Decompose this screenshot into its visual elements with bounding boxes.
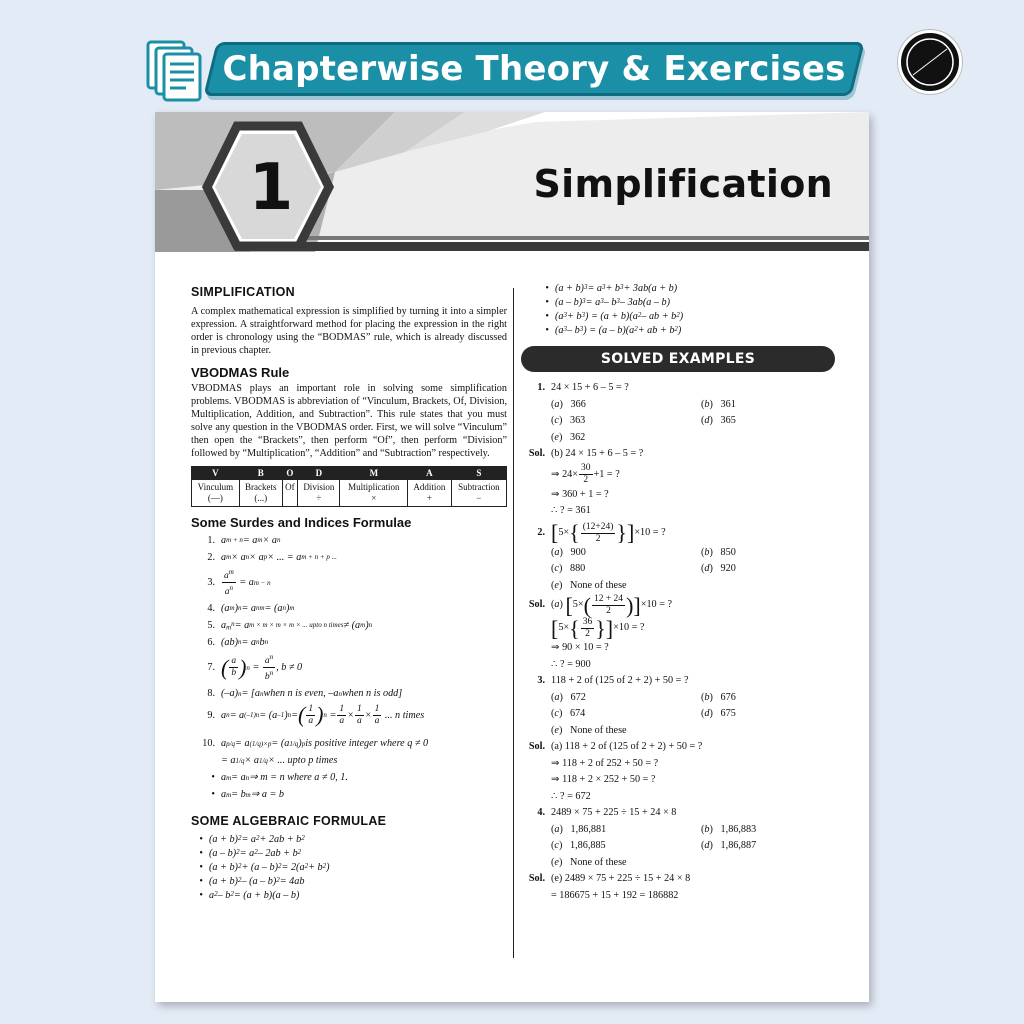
right-column bbox=[521, 280, 837, 904]
table-header: S bbox=[451, 467, 506, 480]
algebraic-heading: SOME ALGEBRAIC FORMULAE bbox=[191, 813, 387, 828]
formula-item: • a 2 – b 2 = (a + b)(a – b) bbox=[199, 889, 300, 901]
banner-title: Chapterwise Theory & Exercises bbox=[222, 49, 846, 89]
column-divider bbox=[513, 288, 514, 958]
table-header: V bbox=[192, 467, 240, 480]
book-page bbox=[155, 112, 869, 1002]
formula-item: 1. a m + n = a m × a n bbox=[207, 534, 281, 546]
section-heading-simplification: SIMPLIFICATION bbox=[191, 285, 295, 299]
formula-item: 3. $\frac{a^m}{a^n}$ = a m − n bbox=[207, 568, 271, 598]
table-cell: Brackets (...) bbox=[239, 480, 282, 507]
formula-item: • (a + b) 3 = a 3 + b 3 + 3ab(a + b) bbox=[545, 283, 678, 294]
table-header: M bbox=[340, 467, 408, 480]
chapter-title: Simplification bbox=[533, 162, 833, 206]
table-cell: Division ÷ bbox=[298, 480, 340, 507]
document-icon bbox=[146, 40, 206, 102]
indices-formula-list bbox=[191, 533, 507, 802]
formula-item: 7. ( $\frac{a}{b}$ ) n = $\frac{a^n}{b^n}$ , b ≠ 0 bbox=[207, 653, 303, 683]
table-cell: Addition + bbox=[408, 480, 452, 507]
question-4: 4. 2489 × 75 + 225 ÷ 15 + 24 × 8 (a) 1,86,881 (b) 1,86,883 (c) 1,86,885 (d) 1,86,887 (e) None of these Sol. (e) 2489 × 75 + 225 ÷ 15 + 24 × 8 = 186675 + 15 + 192 = 186882 bbox=[528, 807, 757, 901]
vbodmas-paragraph: VBODMAS plays an important role in solving some simplification problems. VBODMAS is abbreviation of “Vinculum, Brackets, Of, Division, Multiplication, Addition, and Subtraction”. This rule states that you must solve any question in the VBODMAS order. First, we will solve “Vinculum” then open the “Brackets”, then perform “Of”, then perform “Division” followed by “Multiplication”, “Addition” and “Subtraction” respectively. bbox=[191, 383, 507, 459]
vbodmas-heading: VBODMAS Rule bbox=[191, 365, 290, 380]
formula-item: 2. a m × a n × a p × ... = a m + n + p ... bbox=[207, 551, 337, 563]
formula-item: • (a 3 + b 3 ) = (a + b)(a 2 – ab + b 2 ) bbox=[545, 311, 684, 322]
table-cell: Subtraction − bbox=[451, 480, 506, 507]
question-3: 3. 118 + 2 of (125 of 2 + 2) + 50 = ? (a) 672 (b) 676 (c) 674 (d) 675 (e) None of these Sol. (a) 118 + 2 of (125 of 2 + 2) + 50 = ? ⇒ 118 + 2 of 252 + 50 = ? ⇒ 118 + 2 × 252 + 50 = ? ∴ ? = 672 bbox=[528, 675, 736, 802]
table-header: D bbox=[298, 467, 340, 480]
cube-formula-list bbox=[521, 283, 837, 336]
formula-item: • a m = b m ⇒ a = b bbox=[211, 789, 284, 801]
table-header: O bbox=[282, 467, 298, 480]
table-cell: Vinculum (—) bbox=[192, 480, 240, 507]
formula-item: 8. (–a) n = [a n when n is even, –a n when n is odd] bbox=[207, 688, 403, 700]
formula-item: • (a + b) 2 = a 2 + 2ab + b 2 bbox=[199, 833, 305, 845]
simplification-paragraph: A complex mathematical expression is simplified by turning it into a simpler expression. A straightforward method for placing the expression in the right order is chronology using the “BODMAS” rule, which is already discussed in previous chapter. bbox=[191, 306, 507, 356]
formula-item: = a 1/q × a 1/q × ... upto p times bbox=[221, 755, 338, 767]
formula-item: • (a – b) 3 = a 3 – b 3 – 3ab(a – b) bbox=[545, 297, 671, 308]
question-2: 2. [ 5× { $\frac{(12+24)}{2}$ } ] ×10 = ? (a) 900 (b) 850 (c) 880 (d) 920 (e) None of these Sol. ( a ) [ 5× ( $\frac{12 + 24}{2}$ ) ] ×10 = ? [ 5× { $\frac{36}{2}$ } ] ×10 = ? ⇒ 90 × 10 = ? ∴ ? = 900 bbox=[528, 520, 736, 670]
formula-item: • (a + b) 2 – (a – b) 2 = 4ab bbox=[199, 875, 305, 887]
question-1: 1. 24 × 15 + 6 – 5 = ? (a) 366 (b) 361 (c) 363 (d) 365 (e) 362 Sol. (b) 24 × 15 + 6 – 5 = ? ⇒ 24× $\frac{30}{2}$ +1 = ? ⇒ 360 + 1 = ? ∴ ? = 361 bbox=[528, 382, 736, 516]
formula-item: • (a + b) 2 + (a – b) 2 = 2(a 2 + b 2 ) bbox=[199, 861, 330, 873]
pw-logo bbox=[898, 30, 962, 94]
formula-item: 5. a $m^n$ = a m × m × m × m × ... upto n times ≠ (a m ) n bbox=[207, 619, 373, 631]
table-cell: Multiplication × bbox=[340, 480, 408, 507]
formula-item: • (a – b) 2 = a 2 – 2ab + b 2 bbox=[199, 847, 302, 859]
table-header: A bbox=[408, 467, 452, 480]
formula-item: 4. (a m ) n = a nm = (a n ) m bbox=[207, 602, 295, 614]
table-header: B bbox=[239, 467, 282, 480]
formula-item: 6. (ab) n = a n b n bbox=[207, 636, 269, 648]
chapter-number: 1 bbox=[248, 151, 294, 225]
formula-item: 9. a n = a (–1)n = (a –1 ) n = ( $\frac{1}{a}$ ) n = $\frac{1}{a}$ × $\frac{1}{a}$ × $\frac{1}{a}$ ... n times bbox=[207, 702, 425, 728]
surds-heading: Some Surdes and Indices Formulae bbox=[191, 515, 412, 530]
table-cell: Of bbox=[282, 480, 298, 507]
solved-examples-heading: SOLVED EXAMPLES bbox=[521, 346, 835, 372]
vbodmas-table bbox=[191, 466, 507, 507]
left-column bbox=[191, 282, 507, 904]
algebraic-formula-list bbox=[191, 834, 507, 901]
formula-item: • (a 3 – b 3 ) = (a – b)(a 2 + ab + b 2 ) bbox=[545, 325, 682, 336]
formula-item: 10. a p/q = a (1/q)×p = (a 1/q ) p is positive integer where q ≠ 0 bbox=[202, 738, 429, 750]
formula-item: • a m = a n ⇒ m = n where a ≠ 0, 1. bbox=[211, 772, 348, 784]
